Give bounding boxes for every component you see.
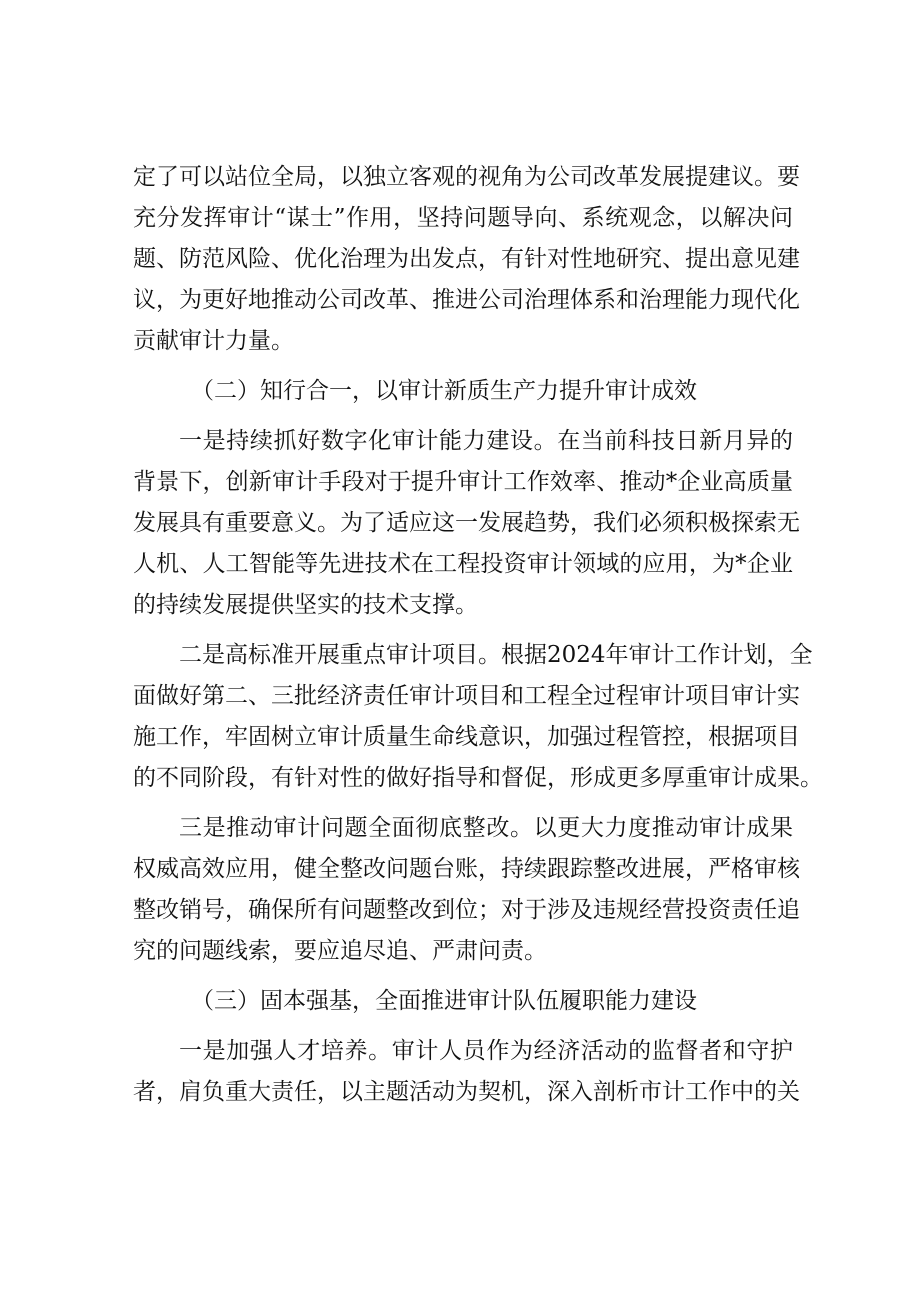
- text-line: 二是高标准开展重点审计项目。根据2024年审计工作计划，全: [179, 642, 813, 668]
- text-line: 者，肩负重大责任，以主题活动为契机，深入剖析市计工作中的关: [133, 1079, 800, 1105]
- text-line: 的持续发展提供坚实的技术支撑。: [133, 592, 478, 618]
- document-page: [133, 157, 823, 1113]
- text-line: 整改销号，确保所有问题整改到位；对于涉及违规经营投资责任追: [133, 897, 800, 923]
- section-heading-3: [133, 981, 793, 1022]
- paragraph-talent: [133, 1031, 800, 1113]
- text-line: 充分发挥审计“谋士”作用，坚持问题导向、系统观念，以解决问: [133, 205, 793, 231]
- text-line: 的不同阶段，有针对性的做好指导和督促，形成更多厚重审计成果。: [133, 765, 823, 791]
- paragraph-rectification: [133, 808, 800, 972]
- text-line: 权威高效应用，健全整改问题台账，持续跟踪整改进展，严格审核: [133, 856, 800, 882]
- text-line: 究的问题线索，要应追尽追、严肃问责。: [133, 938, 547, 964]
- text-line: 三是推动审计问题全面彻底整改。以更大力度推动审计成果: [179, 815, 793, 841]
- heading-text: （三）固本强基，全面推进审计队伍履职能力建设: [191, 988, 697, 1014]
- text-line: 贡献审计力量。: [133, 328, 294, 354]
- paragraph-key-projects: [133, 635, 823, 799]
- heading-text: （二）知行合一，以审计新质生产力提升审计成效: [191, 378, 697, 404]
- text-line: 一是持续抓好数字化审计能力建设。在当前科技日新月异的: [179, 428, 793, 454]
- text-line: 面做好第二、三批经济责任审计项目和工程全过程审计项目审计实: [133, 683, 800, 709]
- section-heading-2: [133, 371, 793, 412]
- text-line: 发展具有重要意义。为了适应这一发展趋势，我们必须积极探索无: [133, 510, 800, 536]
- text-line: 题、防范风险、优化治理为出发点，有针对性地研究、提出意见建: [133, 246, 800, 272]
- text-line: 施工作，牢固树立审计质量生命线意识，加强过程管控，根据项目: [133, 724, 800, 750]
- paragraph-continuation: [133, 157, 800, 362]
- text-line: 议，为更好地推动公司改革、推进公司治理体系和治理能力现代化: [133, 287, 800, 313]
- paragraph-digital-audit: [133, 421, 800, 626]
- text-line: 背景下，创新审计手段对于提升审计工作效率、推动*企业高质量: [133, 469, 793, 495]
- text-line: 一是加强人才培养。审计人员作为经济活动的监督者和守护: [179, 1038, 793, 1064]
- text-line: 定了可以站位全局，以独立客观的视角为公司改革发展提建议。要: [133, 164, 800, 190]
- text-line: 人机、人工智能等先进技术在工程投资审计领域的应用，为*企业: [133, 551, 793, 577]
